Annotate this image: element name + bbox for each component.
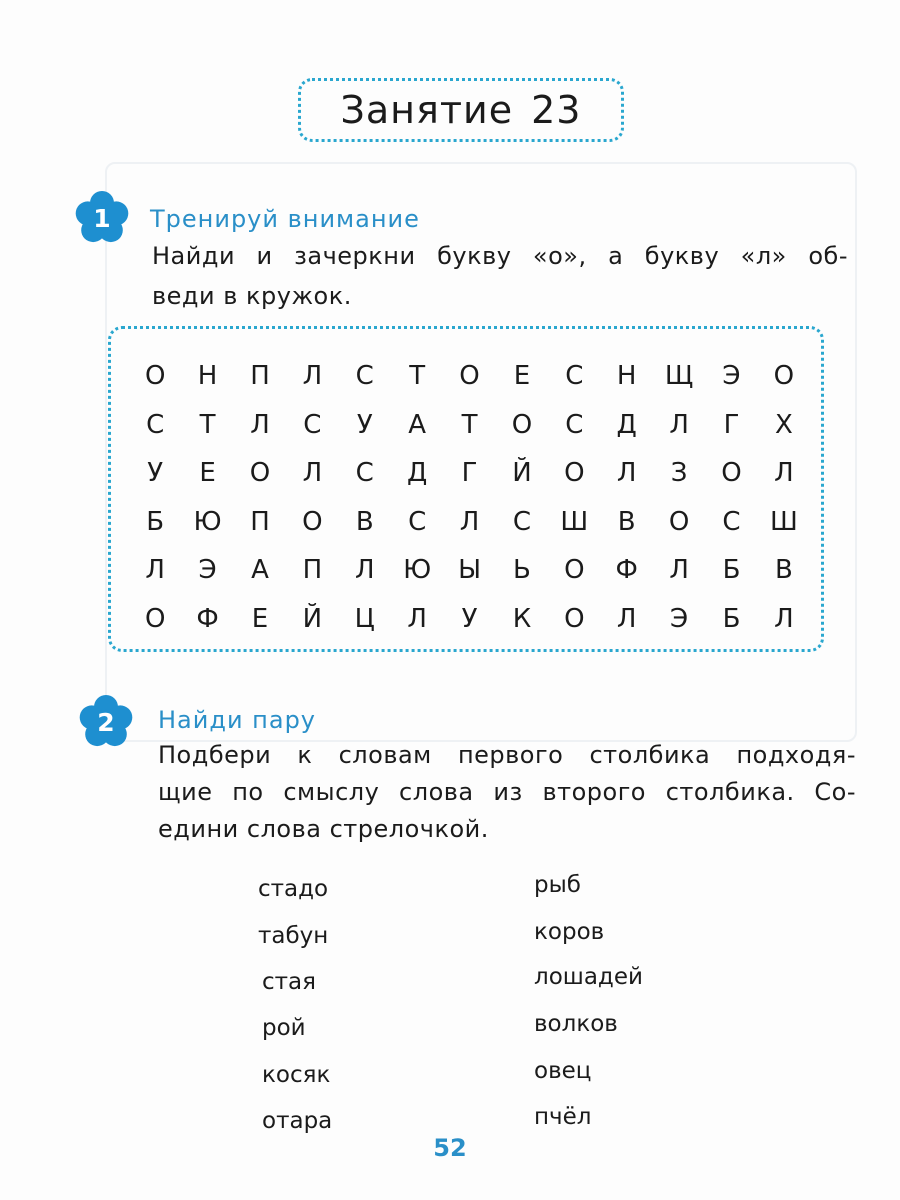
grid-letter[interactable]: Ф — [615, 555, 638, 585]
grid-letter[interactable]: Ш — [769, 506, 798, 537]
grid-letter[interactable]: К — [512, 603, 532, 634]
grid-letter[interactable]: О — [773, 361, 795, 391]
grid-letter[interactable]: Ы — [458, 555, 482, 585]
task1-instruction-line: веди в кружок. — [152, 282, 352, 310]
grid-letter[interactable]: Ю — [403, 555, 432, 585]
grid-letter[interactable]: Й — [512, 458, 532, 488]
task1-flower-badge — [74, 190, 130, 246]
grid-letter[interactable]: Л — [616, 458, 637, 488]
task2-instruction-line: едини слова стрелочкой. — [158, 815, 489, 843]
grid-letter[interactable]: Н — [197, 361, 218, 391]
grid-letter[interactable]: С — [722, 506, 741, 537]
page-number: 52 — [433, 1134, 467, 1162]
right-word[interactable]: овец — [534, 1058, 592, 1084]
task1-number: 1 — [93, 203, 111, 233]
grid-letter[interactable]: Д — [406, 458, 428, 488]
grid-letter[interactable]: С — [355, 361, 374, 391]
grid-letter[interactable]: В — [355, 506, 374, 537]
left-word[interactable]: стадо — [258, 876, 329, 902]
left-word[interactable]: косяк — [262, 1062, 331, 1088]
grid-letter[interactable]: О — [249, 458, 271, 488]
grid-letter[interactable]: Г — [723, 409, 740, 440]
task1-instruction — [152, 236, 848, 316]
grid-letter[interactable]: Э — [722, 361, 741, 391]
task1-instruction-line: Найди и зачеркни букву «о», а букву «л» об- — [152, 242, 848, 270]
grid-letter[interactable]: О — [511, 409, 533, 440]
grid-letter[interactable]: Л — [407, 603, 427, 634]
grid-letter[interactable]: Д — [616, 409, 637, 440]
task2-instruction — [158, 737, 856, 848]
grid-letter[interactable]: Ц — [354, 603, 375, 634]
grid-letter[interactable]: Л — [669, 409, 689, 440]
letter-grid — [129, 352, 811, 643]
task2-flower-badge — [78, 694, 134, 750]
grid-letter[interactable]: Э — [670, 603, 689, 634]
grid-letter[interactable]: Л — [459, 506, 480, 537]
right-word[interactable]: волков — [534, 1011, 618, 1037]
grid-letter[interactable]: С — [146, 409, 165, 440]
grid-letter[interactable]: С — [355, 458, 374, 488]
grid-letter[interactable]: С — [565, 361, 584, 391]
grid-letter[interactable]: Т — [409, 361, 426, 391]
grid-letter[interactable]: В — [774, 555, 793, 585]
grid-letter[interactable]: Л — [616, 603, 637, 634]
task1-heading: Тренируй внимание — [150, 205, 420, 233]
grid-letter[interactable]: Т — [461, 409, 478, 440]
grid-letter[interactable]: О — [564, 458, 585, 488]
right-word[interactable]: рыб — [534, 872, 581, 898]
grid-letter[interactable]: Н — [616, 361, 637, 391]
lesson-title-box — [298, 78, 624, 142]
grid-letter[interactable]: Г — [461, 458, 478, 488]
left-word[interactable]: отара — [262, 1108, 333, 1134]
lesson-number: 23 — [531, 88, 582, 132]
grid-letter[interactable]: Ш — [560, 506, 589, 537]
grid-letter[interactable]: П — [250, 506, 270, 537]
task2-number: 2 — [97, 707, 115, 737]
grid-letter[interactable]: О — [564, 555, 585, 585]
right-word[interactable]: лошадей — [534, 964, 643, 990]
right-word[interactable]: коров — [534, 919, 605, 945]
grid-letter[interactable]: У — [461, 603, 478, 634]
lesson-title — [341, 88, 582, 132]
grid-letter[interactable]: П — [302, 555, 323, 585]
task2-heading: Найди пару — [158, 706, 317, 734]
left-word[interactable]: рой — [262, 1015, 306, 1041]
grid-letter[interactable]: Б — [146, 506, 165, 537]
grid-letter[interactable]: О — [144, 603, 166, 634]
grid-letter[interactable]: Л — [354, 555, 375, 585]
grid-letter[interactable]: У — [147, 458, 164, 488]
left-word[interactable]: стая — [262, 969, 316, 995]
grid-letter[interactable]: Б — [722, 603, 741, 634]
grid-letter[interactable]: Л — [250, 409, 270, 440]
grid-letter[interactable]: Л — [669, 555, 689, 585]
grid-letter[interactable]: О — [144, 361, 166, 391]
lesson-title-label: Занятие — [340, 88, 514, 132]
grid-letter[interactable]: П — [250, 361, 270, 391]
grid-letter[interactable]: Л — [145, 555, 165, 585]
grid-letter[interactable]: Э — [198, 555, 217, 585]
grid-letter[interactable]: О — [668, 506, 690, 537]
task2-instruction-line: Подбери к словам первого столбика подходя- — [158, 741, 856, 769]
grid-letter[interactable]: Б — [722, 555, 741, 585]
grid-letter[interactable]: Ю — [193, 506, 222, 537]
grid-letter[interactable]: Л — [774, 603, 794, 634]
grid-letter[interactable]: Й — [302, 603, 323, 634]
grid-letter[interactable]: А — [408, 409, 427, 440]
grid-letter[interactable]: О — [302, 506, 323, 537]
grid-letter[interactable]: Е — [199, 458, 216, 488]
grid-letter[interactable]: Ь — [513, 555, 531, 585]
grid-letter[interactable]: Л — [774, 458, 794, 488]
grid-letter[interactable]: Т — [199, 409, 216, 440]
grid-letter[interactable]: А — [251, 555, 269, 585]
grid-letter[interactable]: С — [408, 506, 427, 537]
grid-letter[interactable]: Л — [302, 458, 323, 488]
right-word[interactable]: пчёл — [534, 1104, 592, 1130]
grid-letter[interactable]: О — [564, 603, 585, 634]
grid-letter[interactable]: С — [512, 506, 531, 537]
grid-letter[interactable]: З — [670, 458, 688, 488]
grid-letter[interactable]: С — [565, 409, 584, 440]
grid-letter[interactable]: О — [721, 458, 742, 488]
grid-letter[interactable]: С — [303, 409, 322, 440]
grid-letter[interactable]: У — [356, 409, 373, 440]
grid-letter[interactable]: Х — [774, 409, 793, 440]
grid-letter[interactable]: Л — [302, 361, 323, 391]
grid-letter[interactable]: Е — [513, 361, 531, 391]
grid-letter[interactable]: Щ — [664, 361, 694, 391]
grid-letter[interactable]: О — [459, 361, 480, 391]
task2-instruction-line: щие по смыслу слова из второго столбика. Со- — [158, 778, 856, 806]
grid-letter[interactable]: В — [617, 506, 636, 537]
grid-letter[interactable]: Е — [251, 603, 269, 634]
grid-letter[interactable]: Ф — [196, 603, 219, 634]
left-word[interactable]: табун — [258, 923, 329, 949]
